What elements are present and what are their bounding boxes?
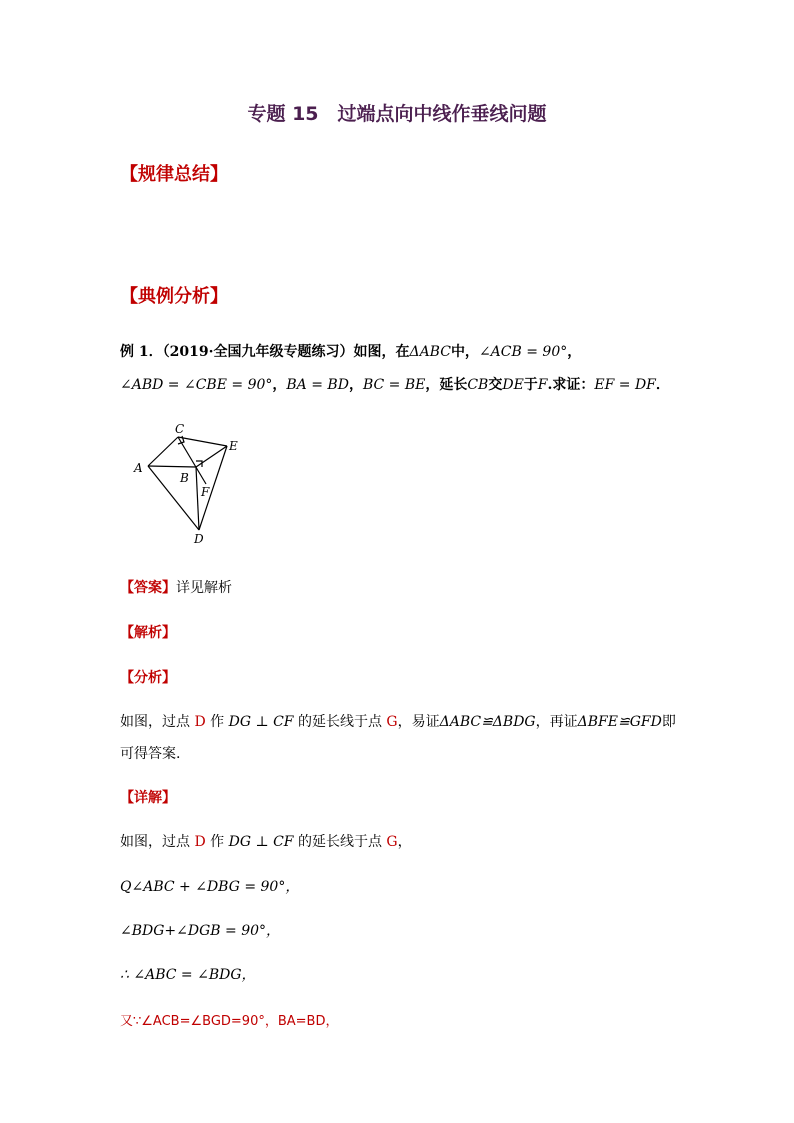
problem-math: F xyxy=(537,377,548,393)
fenxi-math: DG ⊥ CF xyxy=(228,714,294,730)
problem-text: ， xyxy=(272,377,287,393)
problem-text: ， xyxy=(348,377,363,393)
problem-label: 例 1．（2019·全国九年级专题练习）如图，在 xyxy=(120,344,410,360)
problem-math: BA = BD xyxy=(286,377,349,393)
detail-line-2: Q∠ABC + ∠DBG = 90°， xyxy=(120,879,300,895)
fenxi-text: ，再证 xyxy=(535,714,578,730)
detail-text: 作 xyxy=(205,834,229,850)
section-summary: 【规律总结】 xyxy=(120,164,228,185)
detail-text: G xyxy=(386,834,398,850)
fenxi-math: ΔABC≌ΔBDG xyxy=(439,714,536,730)
detail-line-5: 又∵∠ACB=∠BGD=90°，BA=BD， xyxy=(120,1014,339,1029)
problem-text: .求证： xyxy=(547,377,595,393)
geometry-figure xyxy=(130,420,250,550)
problem-text: ． xyxy=(655,377,670,393)
label-F: F xyxy=(201,485,210,499)
fenxi-tag: 【分析】 xyxy=(120,670,176,686)
segment-AB xyxy=(148,466,196,467)
fenxi-text: D xyxy=(194,714,206,730)
detail-text: ， xyxy=(397,834,412,850)
segment-BD xyxy=(196,467,199,530)
problem-math: ΔABC xyxy=(409,344,451,360)
segment-BE xyxy=(196,446,227,467)
problem-text: 中， xyxy=(450,344,479,360)
problem-math: DE xyxy=(502,377,524,393)
problem-text: ， xyxy=(567,344,582,360)
detail-line-4: ∴ ∠ABC = ∠BDG， xyxy=(120,967,256,983)
detail-math: DG ⊥ CF xyxy=(228,834,294,850)
problem-text: 交 xyxy=(488,377,503,393)
segment-AC xyxy=(148,437,178,466)
problem-math: ∠ACB = 90° xyxy=(478,344,568,360)
label-A: A xyxy=(134,461,143,475)
problem-math: ∠ABD = ∠CBE = 90° xyxy=(120,377,273,393)
section-examples: 【典例分析】 xyxy=(120,286,228,307)
label-B: B xyxy=(180,471,189,485)
detail-line-3: ∠BDG+∠DGB = 90°， xyxy=(120,923,281,939)
fenxi-line-2: 可得答案. xyxy=(120,746,181,762)
fenxi-text: 即 xyxy=(661,714,676,730)
detail-text: D xyxy=(194,834,206,850)
fenxi-math: ΔBFE≌GFD xyxy=(577,714,662,730)
fenxi-text: ，易证 xyxy=(397,714,440,730)
detail-line-1 xyxy=(120,831,412,851)
segment-AD xyxy=(148,466,199,530)
answer-text: 详见解析 xyxy=(176,580,232,596)
problem-line-2 xyxy=(120,374,670,394)
page-title: 专题 15 过端点向中线作垂线问题 xyxy=(247,103,547,125)
analysis-tag: 【解析】 xyxy=(120,625,176,641)
label-D: D xyxy=(194,532,204,546)
label-E: E xyxy=(229,439,238,453)
fenxi-text: G xyxy=(386,714,398,730)
fenxi-text: 如图，过点 xyxy=(120,714,195,730)
fenxi-text: 作 xyxy=(205,714,229,730)
problem-text: ，延长 xyxy=(425,377,468,393)
problem-math: BC = BE xyxy=(362,377,426,393)
problem-math: CB xyxy=(467,377,489,393)
segment-CE xyxy=(178,437,227,446)
detail-tag: 【详解】 xyxy=(120,790,176,806)
problem-line-1 xyxy=(120,341,581,361)
label-C: C xyxy=(175,422,185,436)
detail-text: 如图，过点 xyxy=(120,834,195,850)
answer-tag: 【答案】 xyxy=(120,580,176,596)
answer-line xyxy=(120,577,232,597)
fenxi-line-1 xyxy=(120,711,676,731)
problem-text: 于 xyxy=(523,377,538,393)
detail-text: 的延长线于点 xyxy=(293,834,387,850)
problem-math: EF = DF xyxy=(594,377,656,393)
fenxi-text: 的延长线于点 xyxy=(293,714,387,730)
